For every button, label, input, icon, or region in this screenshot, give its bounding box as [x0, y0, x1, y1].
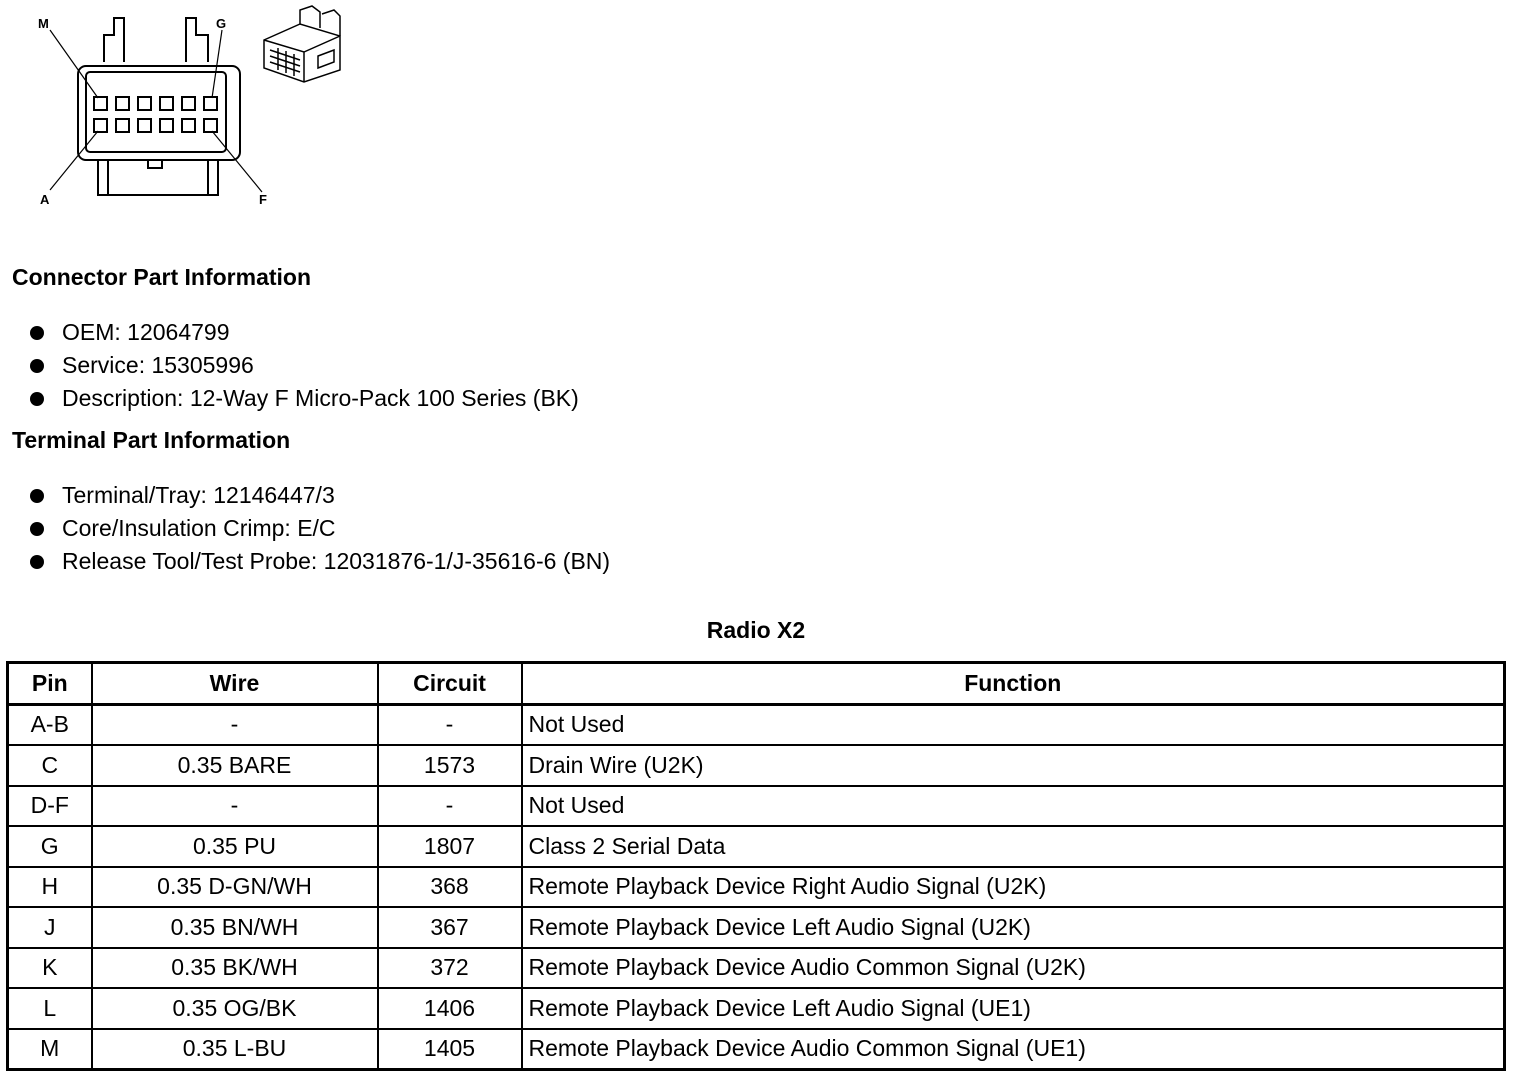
list-item [30, 382, 579, 415]
description-value: Description: 12-Way F Micro-Pack 100 Series (BK) [62, 385, 579, 411]
cell-circuit: 1405 [378, 1029, 522, 1070]
table-row [8, 867, 1505, 908]
connector-face-view [50, 18, 262, 195]
terminal-info-title: Terminal Part Information [12, 427, 291, 453]
table-title: Radio X2 [706, 617, 806, 643]
crimp-value: Core/Insulation Crimp: E/C [62, 515, 336, 541]
cell-pin: K [8, 948, 92, 989]
cell-wire: 0.35 D-GN/WH [92, 867, 378, 908]
cell-pin: A-B [8, 704, 92, 745]
cell-wire: 0.35 L-BU [92, 1029, 378, 1070]
table-row [8, 745, 1505, 786]
header-wire: Wire [92, 663, 378, 705]
table-row [8, 1029, 1505, 1070]
cell-wire: 0.35 PU [92, 826, 378, 867]
connector-info-list [30, 316, 579, 415]
cell-pin: D-F [8, 786, 92, 827]
cell-circuit: 368 [378, 867, 522, 908]
cell-wire: 0.35 OG/BK [92, 988, 378, 1029]
cell-function: Remote Playback Device Left Audio Signal (U2K) [522, 907, 1505, 948]
cell-wire: 0.35 BK/WH [92, 948, 378, 989]
list-item [30, 349, 579, 382]
cell-circuit: 1807 [378, 826, 522, 867]
pin-table [6, 661, 1506, 1071]
bullet-icon [30, 522, 44, 536]
pin-label-m: M [38, 16, 49, 31]
release-tool-value: Release Tool/Test Probe: 12031876-1/J-35616-6 (BN) [62, 548, 611, 574]
cell-wire: - [92, 704, 378, 745]
cell-wire: 0.35 BARE [92, 745, 378, 786]
cell-function: Remote Playback Device Audio Common Signal (UE1) [522, 1029, 1505, 1070]
header-function: Function [522, 663, 1505, 705]
oem-value: OEM: 12064799 [62, 319, 230, 345]
service-value: Service: 15305996 [62, 352, 254, 378]
cell-pin: G [8, 826, 92, 867]
cell-pin: C [8, 745, 92, 786]
table-row [8, 826, 1505, 867]
cell-function: Remote Playback Device Audio Common Signal (U2K) [522, 948, 1505, 989]
cell-circuit: - [378, 704, 522, 745]
table-row [8, 907, 1505, 948]
table-row [8, 786, 1505, 827]
cell-circuit: 367 [378, 907, 522, 948]
cell-circuit: 372 [378, 948, 522, 989]
pin-label-f: F [259, 192, 267, 207]
table-row [8, 948, 1505, 989]
cell-function: Remote Playback Device Right Audio Signal (U2K) [522, 867, 1505, 908]
cell-function: Not Used [522, 786, 1505, 827]
cell-circuit: 1573 [378, 745, 522, 786]
table-header-row [8, 663, 1505, 705]
connector-diagram [0, 0, 360, 220]
connector-info-title: Connector Part Information [12, 264, 312, 290]
list-item [30, 479, 610, 512]
cell-pin: M [8, 1029, 92, 1070]
cell-function: Remote Playback Device Left Audio Signal (UE1) [522, 988, 1505, 1029]
cell-function: Drain Wire (U2K) [522, 745, 1505, 786]
cell-wire: 0.35 BN/WH [92, 907, 378, 948]
cell-pin: J [8, 907, 92, 948]
cell-circuit: 1406 [378, 988, 522, 1029]
bullet-icon [30, 392, 44, 406]
cell-function: Class 2 Serial Data [522, 826, 1505, 867]
list-item [30, 545, 610, 578]
list-item [30, 316, 579, 349]
table-row [8, 704, 1505, 745]
cavity-row-bottom [94, 119, 217, 132]
table-row [8, 988, 1505, 1029]
cell-circuit: - [378, 786, 522, 827]
bullet-icon [30, 555, 44, 569]
cell-function: Not Used [522, 704, 1505, 745]
pin-label-a: A [40, 192, 50, 207]
cell-pin: H [8, 867, 92, 908]
pin-label-g: G [216, 16, 227, 31]
cell-pin: L [8, 988, 92, 1029]
bullet-icon [30, 326, 44, 340]
cavity-row-top [94, 97, 217, 110]
list-item [30, 512, 610, 545]
bullet-icon [30, 489, 44, 503]
terminal-tray-value: Terminal/Tray: 12146447/3 [62, 482, 335, 508]
connector-isometric-view [264, 6, 340, 82]
header-circuit: Circuit [378, 663, 522, 705]
cell-wire: - [92, 786, 378, 827]
bullet-icon [30, 359, 44, 373]
terminal-info-list [30, 479, 610, 578]
header-pin: Pin [8, 663, 92, 705]
